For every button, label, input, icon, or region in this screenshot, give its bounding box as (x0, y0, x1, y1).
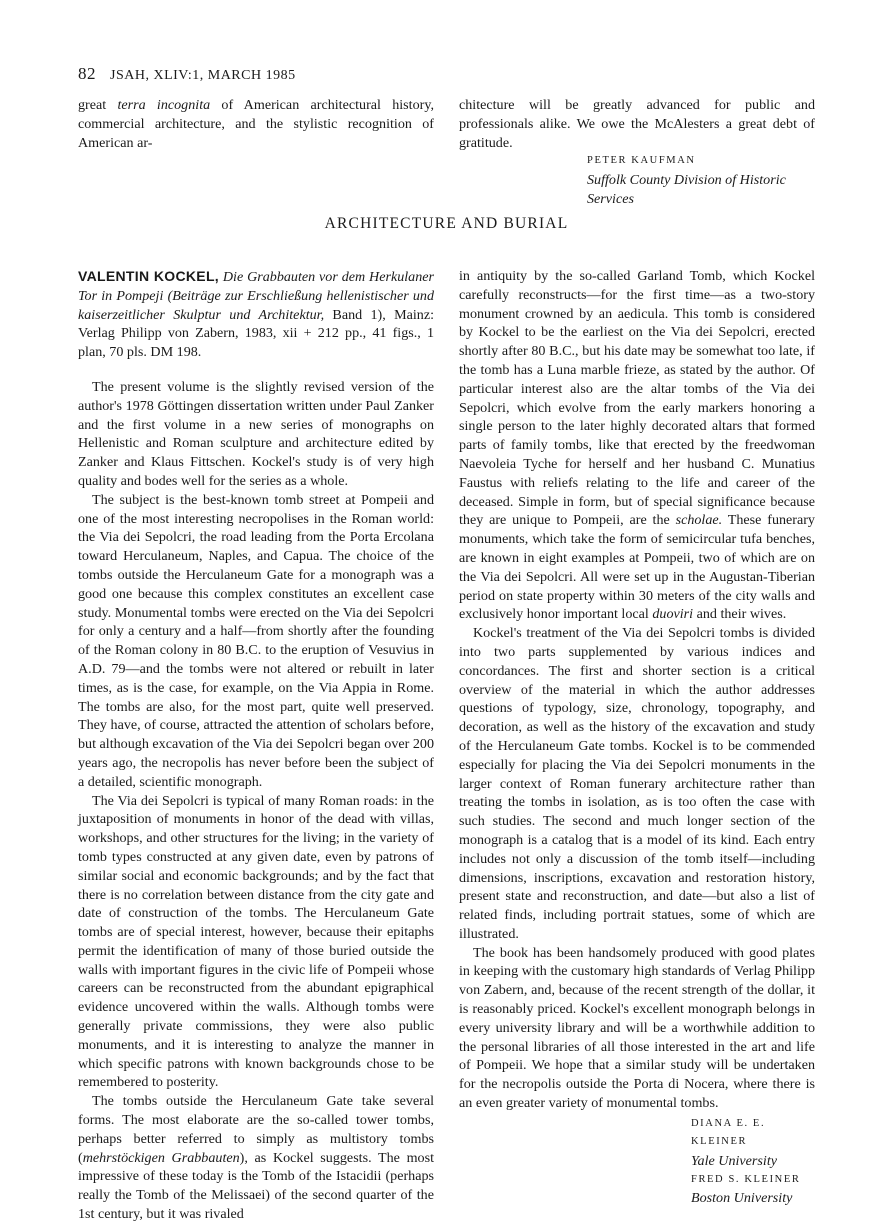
reviewer-name: FRED S. KLEINER (691, 1173, 801, 1185)
reviewer-affiliation: Suffolk County Division of Historic Services (587, 172, 786, 207)
running-header (78, 64, 296, 84)
book-citation (78, 267, 434, 362)
review-paragraph: The subject is the best-known tomb street at Pompeii and one of the most interesting necropolises in the Roman world: the Via dei Sepolcri, the road leading from the Porta Ercolana toward Herculaneum, Naples, and Capua. The choice of the tombs outside the Herculaneum Gate for a monograph was a good one because this complex constitutes an excellent case study. Monumental tombs were erected on the Via dei Sepolcri for only a century and a half—from shortly after the founding of the Roman colony in 80 B.C. to the eruption of Vesuvius in A.D. 79—and the tombs were not altered or rebuilt in later times, as is the case, for example, on the Via Appia in Rome. The tombs are also, for the most part, quite well preserved. They have, of course, attracted the attention of scholars before, but although excavation of the Via dei Sepolcri began over 200 years ago, the necropolis has never before been the subject of a detailed, scientific monograph. (78, 491, 434, 790)
book-author: VALENTIN KOCKEL, (78, 268, 219, 284)
previous-review-continuation-left (78, 96, 434, 152)
section-title: ARCHITECTURE AND BURIAL (324, 215, 569, 232)
previous-review-text: great terra incognita of American architectural history, commercial architecture, and the stylistic recognition of American ar- (78, 97, 434, 151)
previous-review-continuation-right (459, 96, 815, 209)
reviewer-affiliation: Boston University (691, 1190, 793, 1207)
review-paragraph: The book has been handsomely produced with good plates in keeping with the customary high standards of Verlag Philipp von Zabern, and, because of the recent strength of the dollar, it is reasonably priced. Kockel's excellent monograph belongs in every university library and will be a worthwhile addition to the personal libraries of all those interested in the art and life of Pompeii. We hope that a similar study will be undertaken for the necropolis outside the Porta di Nocera, where there is an even greater variety of monumental tombs. (459, 944, 815, 1112)
book-series: (Beiträge zur Erschließung hellenistischer und kaiserzeitlicher Skulptur und Architektur, (78, 287, 435, 323)
review-paragraph: The Via dei Sepolcri is typical of many Roman roads: in the juxtaposition of monuments in honor of the dead with villas, workshops, and other structures for the living; in the variety of tomb types constructed at any given date, even by patrons of similar social and economic backgrounds; and by the fact that there is no correlation between distance from the city gate and date of construction of the tombs. The Herculaneum Gate tombs are of special interest, however, because their epitaphs permit the identification of many of those buried outside the walls with important figures in the civic life of Pompeii whose careers can be reconstructed from the abundant epigraphical evidence uncovered within the walls. Although tombs were generally private commissions, they were also public monuments, and it is interesting to analyze the manner in which specific patrons with known backgrounds chose to be remembered to posterity. (78, 792, 434, 1091)
review-column-left (78, 267, 434, 1224)
review-column-right (459, 267, 815, 1208)
reviewer-name: PETER KAUFMAN (587, 155, 696, 167)
reviewer-affiliation: Yale University (691, 1153, 777, 1170)
review-signatures (459, 1115, 815, 1208)
book-title: Die Grabbauten vor dem Herkulaner Tor in Pompeji (78, 269, 434, 304)
review-paragraph: in antiquity by the so-called Garland Tomb, which Kockel carefully reconstructs—for the first time—as a two-story monument crowned by an aedicula. This tomb is considered by Kockel to be the earliest on the Via dei Sepolcri, erected shortly after 80 B.C., but his date may be somewhat too late, if the tomb has a Luna marble frieze, as stated by the author. Of particular interest also are the altar tombs of the Via dei Sepolcri, which evolve from the early markers honoring a single person to the later highly decorated altars that formed parts of family tombs, like that erected by the freedwoman Naevoleia Tyche for herself and her husband C. Munatius Faustus with reliefs relating to the life and career of the deceased. Simple in form, but of special significance because they are unique to Pompeii, are the scholae. These funerary monuments, which take the form of semicircular tufa benches, are known in eight examples at Pompeii, two of which are on the Via dei Sepolcri. All were set up in the Augustan-Tiberian period on state property within 30 meters of the city walls and exclusively honor important local duoviri and their wives. (459, 268, 815, 623)
review-paragraph: The tombs outside the Herculaneum Gate take several forms. The most elaborate are the so-called tower tombs, perhaps better referred to simply as multistory tombs (mehrstöckigen Grabbauten), as Kockel suggests. The most impressive of these today is the Tomb of the Istacidii (perhaps really the Tomb of the Melissaei) of the second quarter of the 1st century, but it was rivaled (78, 1093, 434, 1223)
journal-running-head: JSAH, XLIV:1, MARCH 1985 (110, 68, 296, 83)
page-number: 82 (78, 64, 96, 83)
review-paragraph: The present volume is the slightly revised version of the author's 1978 Göttingen dissertation written under Paul Zanker and the first volume in a new series of monographs on Hellenistic and Roman sculpture and architecture edited by Zanker and Klaus Fittschen. Kockel's study is of very high quality and bodes well for the series as a whole. (78, 378, 434, 489)
review-paragraph: Kockel's treatment of the Via dei Sepolcri tombs is divided into two parts supplemented by various indices and concordances. The first and shorter section is a critical overview of the material in which the author addresses questions of typology, size, chronology, topography, and decoration, as well as the history of the excavation and study of the Herculaneum Gate tombs. Kockel is to be commended especially for placing the Via dei Sepolcri monuments in the larger context of Roman funerary architecture rather than treating the tombs in isolation, as is too often the case with such studies. The second and much longer section of the monograph is a catalog that is a model of its kind. Each entry includes not only a discussion of the tomb itself—including dimensions, inscriptions, excavation and restoration history, present state and reconstruction, and date—but also a list of related finds, including portrait statues, some of which are illustrated. (459, 625, 815, 942)
reviewer-name: DIANA E. E. KLEINER (691, 1117, 766, 1148)
previous-review-closing: chitecture will be greatly advanced for public and professionals alike. We owe the McAlesters a great debt of gratitude. (459, 97, 815, 151)
book-publication-info: Band 1), Mainz: Verlag Philipp von Zabern, 1983, xii + 212 pp., 41 figs., 1 plan, 70 pls. DM 198. (78, 306, 434, 361)
